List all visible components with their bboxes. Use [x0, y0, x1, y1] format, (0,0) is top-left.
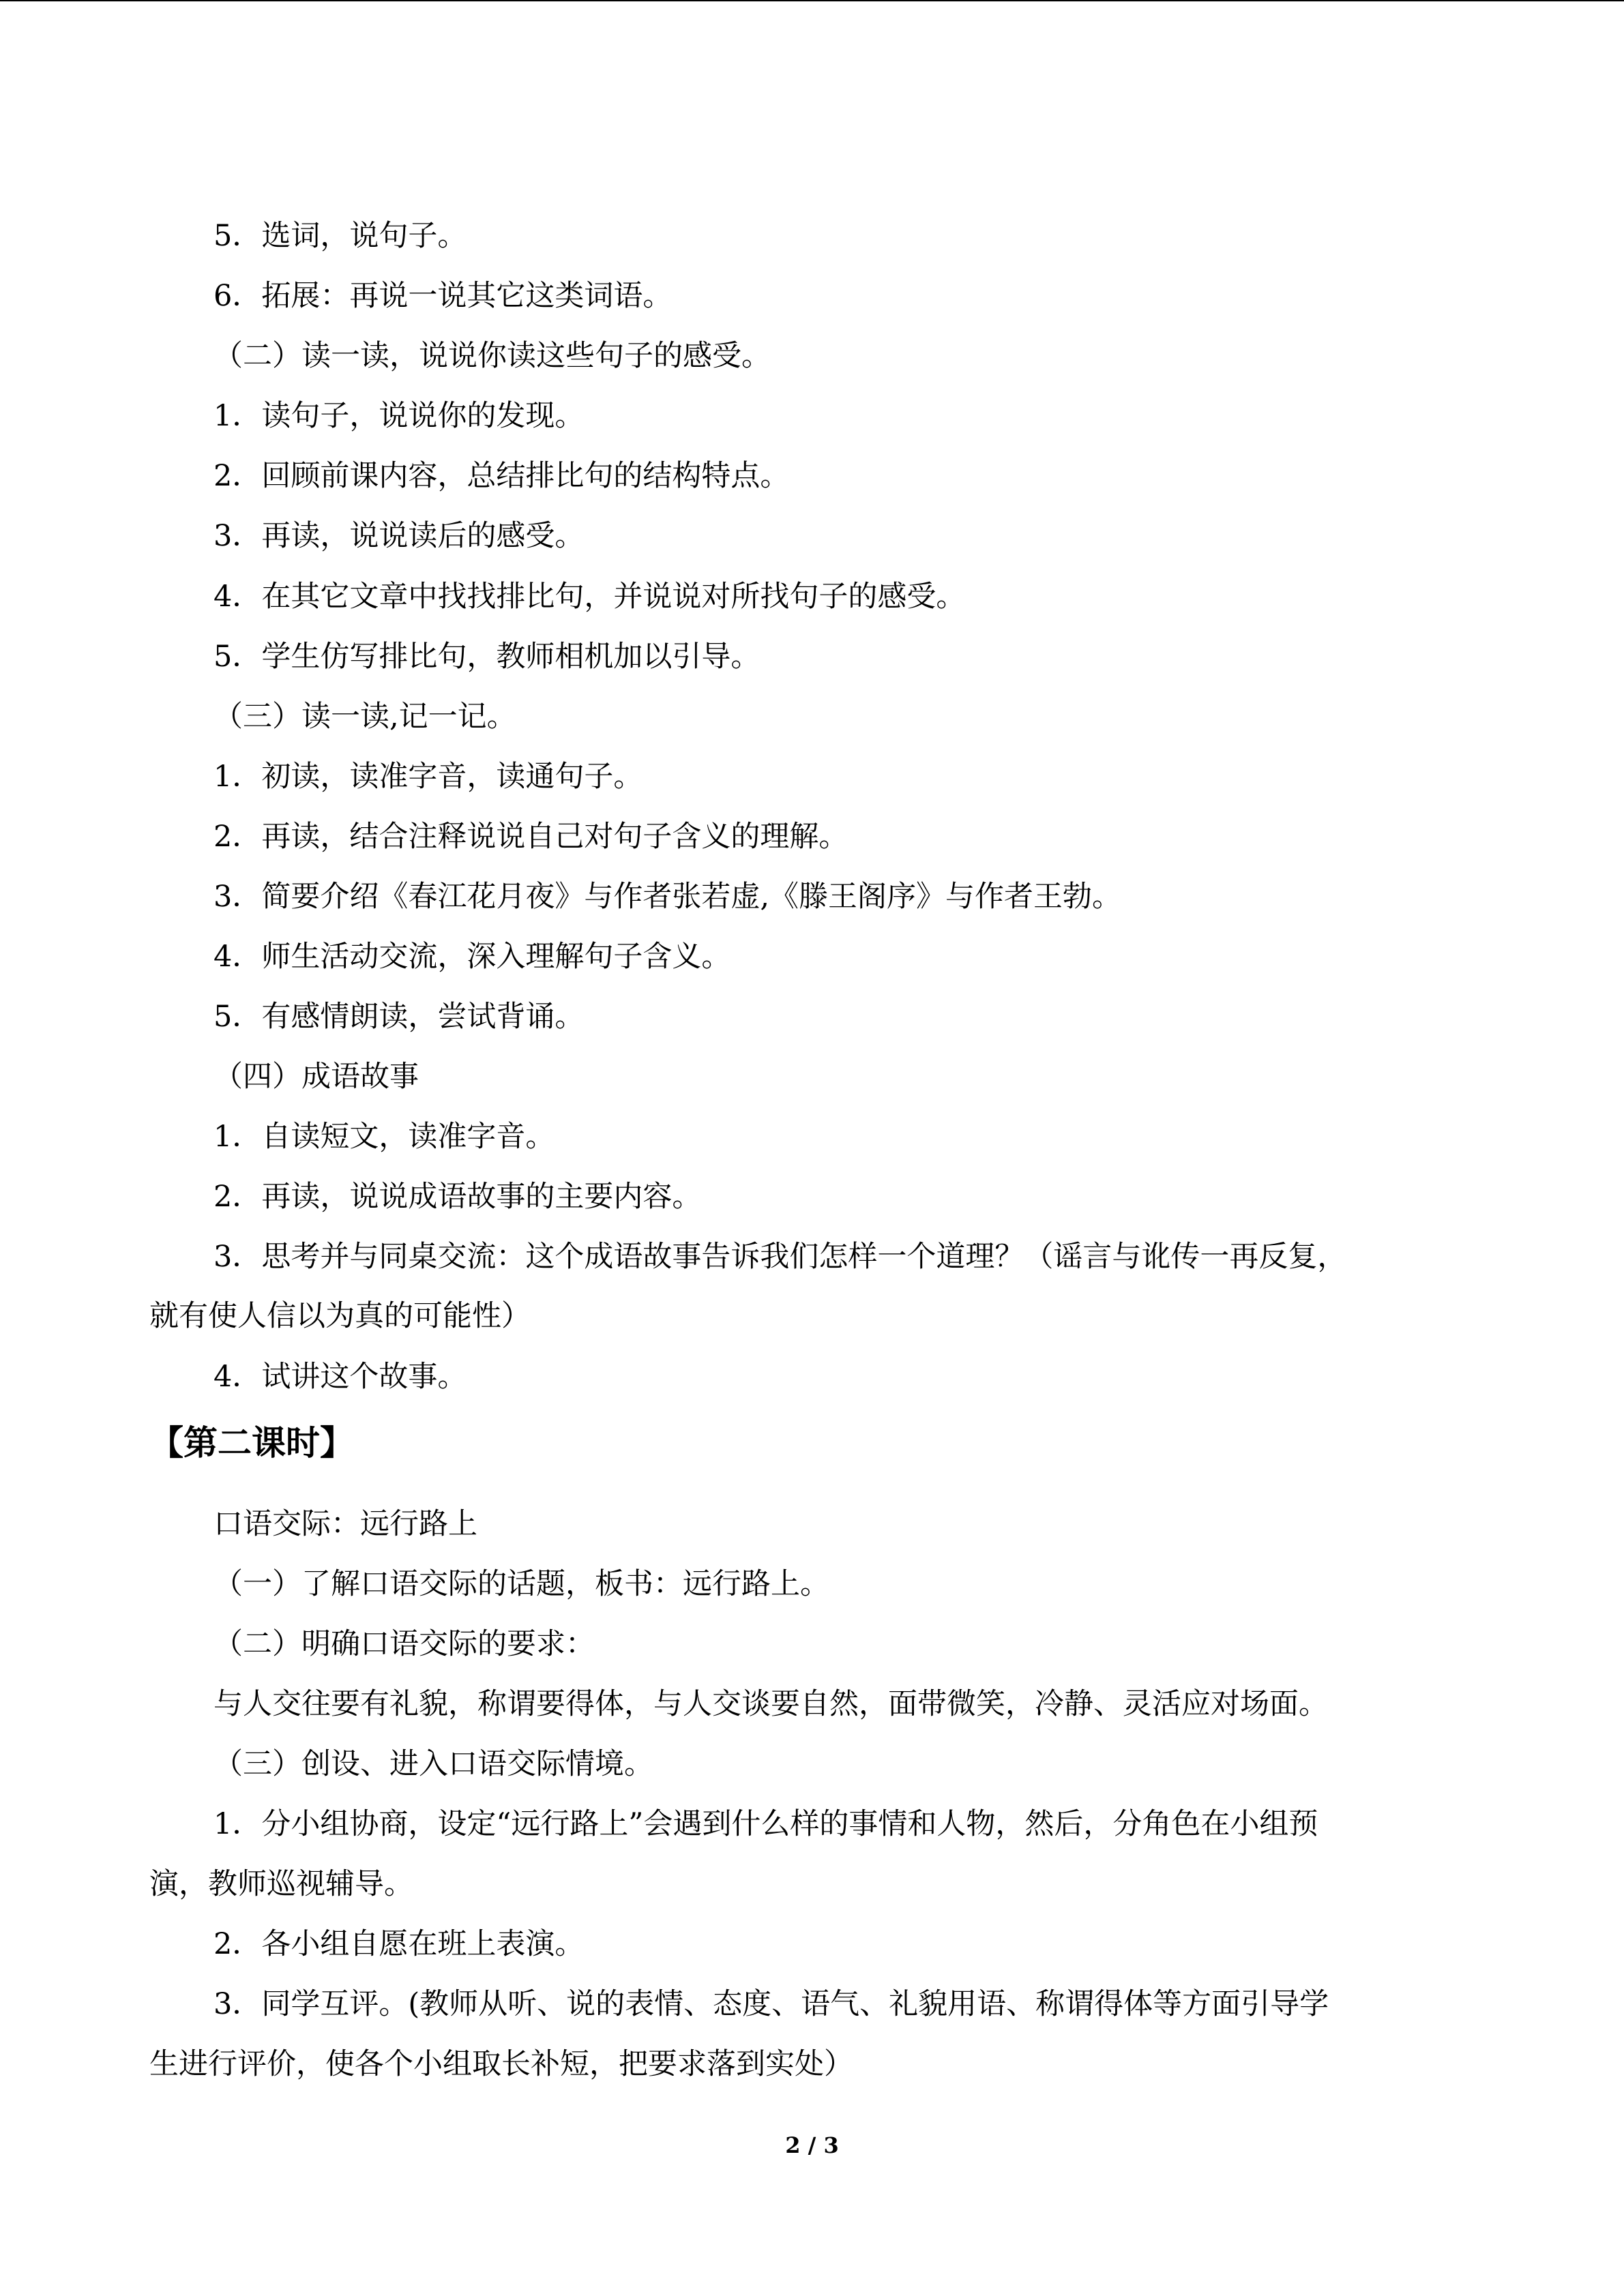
text-line: 2．再读，结合注释说说自己对句子含义的理解。: [213, 820, 848, 854]
text-line: 5．有感情朗读，尝试背诵。: [213, 1000, 585, 1034]
text-line: 3．同学互评。(教师从听、说的表情、态度、语气、礼貌用语、称谓得体等方面引导学: [213, 1987, 1329, 2021]
text-line: 演，教师巡视辅导。: [149, 1867, 413, 1901]
text-line: 口语交际：远行路上: [213, 1507, 477, 1541]
text-line: 生进行评价，使各个小组取长补短，把要求落到实处）: [149, 2047, 853, 2081]
page-number: 2 / 3: [785, 2132, 839, 2158]
text-line: 2．各小组自愿在班上表演。: [213, 1927, 585, 1961]
text-line: （二）明确口语交际的要求：: [213, 1627, 595, 1661]
text-line: （三）创设、进入口语交际情境。: [213, 1747, 653, 1781]
text-line: 6．拓展：再说一说其它这类词语。: [213, 279, 673, 313]
text-line: 4．在其它文章中找找排比句，并说说对所找句子的感受。: [213, 580, 966, 614]
section-heading: 【第二课时】: [149, 1423, 354, 1463]
text-line: 1．分小组协商，设定“远行路上”会遇到什么样的事情和人物，然后，分角色在小组预: [213, 1807, 1318, 1841]
text-line: 就有使人信以为真的可能性）: [149, 1299, 531, 1333]
text-line: 4．师生活动交流，深入理解句子含义。: [213, 940, 731, 974]
text-line: 1．自读短文，读准字音。: [213, 1120, 555, 1154]
text-line: 1．读句子，说说你的发现。: [213, 399, 585, 433]
text-line: 5．选词，说句子。: [213, 219, 467, 253]
text-line: 3．再读，说说读后的感受。: [213, 519, 585, 553]
text-line: 与人交往要有礼貌，称谓要得体，与人交谈要自然，面带微笑，冷静、灵活应对场面。: [213, 1687, 1328, 1721]
text-line: 3．简要介绍《春江花月夜》与作者张若虚,《滕王阁序》与作者王勃。: [213, 880, 1122, 914]
text-line: 3．思考并与同桌交流：这个成语故事告诉我们怎样一个道理？（谣言与讹传一再反复，: [213, 1240, 1347, 1274]
text-line: 5．学生仿写排比句，教师相机加以引导。: [213, 640, 761, 674]
text-line: 1．初读，读准字音，读通句子。: [213, 760, 643, 794]
text-line: （四）成语故事: [213, 1060, 419, 1094]
text-line: 2．回顾前课内容，总结排比句的结构特点。: [213, 459, 790, 493]
top-border-line: [0, 0, 1624, 1]
text-line: （二）读一读，说说你读这些句子的感受。: [213, 339, 771, 373]
text-line: （三）读一读,记一记。: [213, 700, 516, 734]
text-line: 4．试讲这个故事。: [213, 1360, 467, 1394]
text-line: （一）了解口语交际的话题，板书：远行路上。: [213, 1567, 829, 1601]
text-line: 2．再读，说说成语故事的主要内容。: [213, 1180, 702, 1214]
